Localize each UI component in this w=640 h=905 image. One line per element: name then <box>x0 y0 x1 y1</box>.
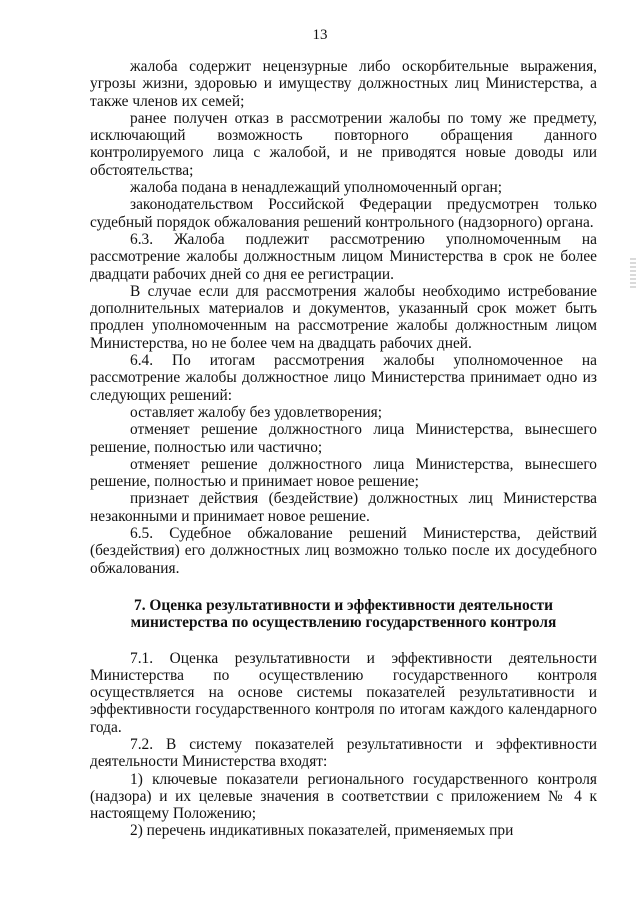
page-number: 13 <box>312 27 328 43</box>
paragraph-decision-unlawful: признает действия (бездействие) должностных лиц Министерства незаконными и принимает новое решение. <box>90 490 597 525</box>
document-body <box>90 58 597 840</box>
paragraph-decision-cancel-new: отменяет решение должностного лица Министерства, вынесшего решение, полностью и принимает новое решение; <box>90 455 597 491</box>
paragraph-wrong-authority: жалоба подана в ненадлежащий уполномоченный орган; <box>130 179 503 197</box>
paragraph-decision-cancel-partial: отменяет решение должностного лица Министерства, вынесшего решение, полностью или частично; <box>90 421 597 456</box>
paragraph-judicial-only: законодательством Российской Федерации предусмотрен только судебный порядок обжалования решений контрольного (надзорного) органа. <box>90 196 597 231</box>
list-item-indicative-indicators: 2) перечень индикативных показателей, применяемых при <box>130 822 514 840</box>
section-heading: 7. Оценка результативности и эффективности деятельности министерства по осуществлению государственного контроля <box>130 596 557 632</box>
paragraph-decision-reject: оставляет жалобу без удовлетворения; <box>130 403 382 421</box>
paragraph-7-1: 7.1. Оценка результативности и эффективности деятельности Министерства по осуществлению государственного контроля осуществляется на основе системы показателей результативности и эффективности государственного контроля по итогам каждого календарного года. <box>90 649 597 736</box>
paragraph-6-5: 6.5. Судебное обжалование решений Министерства, действий (бездействия) его должностных лиц возможно только после их досудебного обжалования. <box>90 525 597 577</box>
list-item-key-indicators: 1) ключевые показатели регионального государственного контроля (надзора) и их целевые значения в соответствии с приложением № 4 к настоящему Положению; <box>90 770 597 823</box>
paragraph-6-3: 6.3. Жалоба подлежит рассмотрению уполномоченным на рассмотрение жалобы должностным лицом Министерства в срок не более двадцати рабочих дней со дня ее регистрации. <box>90 230 597 283</box>
paragraph-6-4: 6.4. По итогам рассмотрения жалобы уполномоченное на рассмотрение жалобы должностное лицо Министерства принимает одно из следующих решений: <box>90 352 597 404</box>
paragraph-7-2: 7.2. В систему показателей результативности и эффективности деятельности Министерства входят: <box>90 735 597 771</box>
paragraph-prior-refusal: ранее получен отказ в рассмотрении жалобы по тому же предмету, исключающий возможность повторного обращения данного контролируемого лица с жалобой, и не приводятся новые доводы или обстоятельства; <box>90 109 597 179</box>
scan-edge-mark <box>630 258 636 290</box>
paragraph-term-extension: В случае если для рассмотрения жалобы необходимо истребование дополнительных материалов и документов, указанный срок может быть продлен уполномоченным на рассмотрение жалобы должностным лицом Министерства, но не более чем на двадцать рабочих дней. <box>90 282 597 352</box>
paragraph-complaint-obscene: жалоба содержит нецензурные либо оскорбительные выражения, угрозы жизни, здоровью и имуществу должностных лиц Министерства, а также членов их семей; <box>90 58 597 110</box>
